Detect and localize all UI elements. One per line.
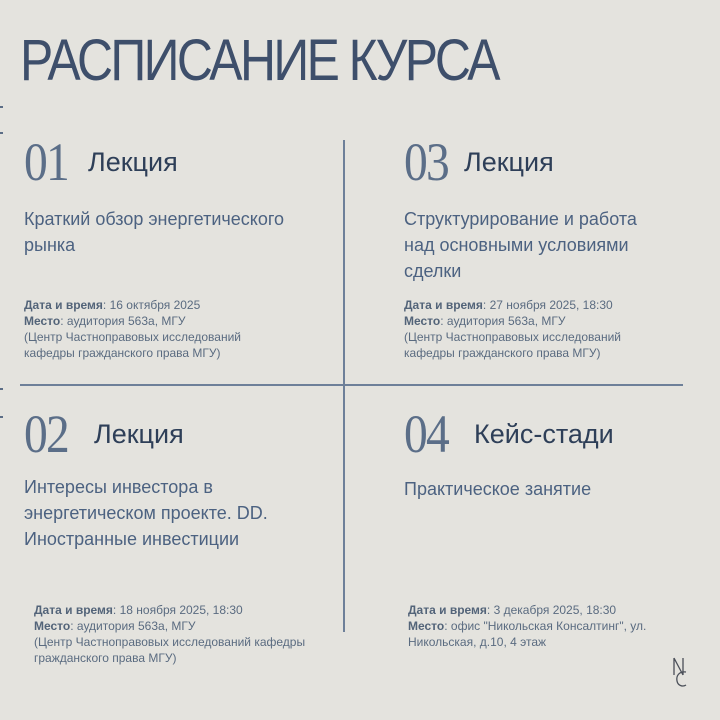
datetime-label: Дата и время: [24, 298, 103, 312]
card-number: 02: [24, 404, 68, 464]
place-note: (Центр Частноправовых исследований кафедры гражданского права МГУ): [24, 330, 241, 360]
datetime-value: : 18 ноября 2025, 18:30: [112, 603, 243, 617]
card-kind: Лекция: [88, 147, 178, 177]
datetime-label: Дата и время: [34, 603, 113, 617]
card-subtitle: Краткий обзор энергетического рынка: [24, 209, 285, 255]
datetime-value: : 3 декабря 2025, 18:30: [486, 603, 617, 617]
datetime-value: : 16 октября 2025: [102, 298, 201, 312]
edge-mark: [0, 132, 3, 134]
nc-monogram-icon: [670, 655, 690, 689]
place-value: : аудитория 563а, МГУ: [70, 619, 196, 633]
card-kind: Лекция: [94, 419, 184, 449]
card-details: [404, 297, 720, 361]
card-subtitle: Практическое занятие: [404, 479, 592, 499]
datetime-value: : 27 ноября 2025, 18:30: [482, 298, 613, 312]
card-kind: Лекция: [464, 147, 554, 177]
datetime-label: Дата и время: [408, 603, 487, 617]
edge-mark: [0, 388, 3, 390]
place-label: Место: [24, 314, 61, 328]
card-number: 04: [404, 404, 448, 464]
edge-mark: [0, 416, 3, 418]
place-value: : аудитория 563а, МГУ: [440, 314, 566, 328]
place-note: (Центр Частноправовых исследований кафедры гражданского права МГУ): [404, 330, 621, 360]
schedule-card-01: [24, 132, 334, 372]
schedule-card-04: [404, 404, 704, 654]
page-title: РАСПИСАНИЕ КУРСА: [20, 28, 498, 93]
card-details: [24, 297, 344, 361]
place-label: Место: [408, 619, 445, 633]
place-value: : офис "Никольская Консалтинг", ул. Никольская, д.10, 4 этаж: [408, 619, 647, 649]
edge-mark: [0, 106, 3, 108]
card-details: [408, 602, 698, 650]
card-kind: Кейс-стади: [474, 419, 614, 449]
horizontal-divider: [20, 384, 683, 386]
card-subtitle: Интересы инвестора в энергетическом проекте. DD. Иностранные инвестиции: [24, 477, 268, 549]
schedule-card-03: [404, 132, 704, 372]
place-label: Место: [404, 314, 441, 328]
card-number: 01: [24, 132, 68, 192]
datetime-label: Дата и время: [404, 298, 483, 312]
place-value: : аудитория 563а, МГУ: [60, 314, 186, 328]
card-number: 03: [404, 132, 448, 192]
place-label: Место: [34, 619, 71, 633]
card-subtitle: Структурирование и работа над основными условиями сделки: [404, 209, 637, 281]
place-note: (Центр Частноправовых исследований кафедры гражданского права МГУ): [34, 635, 306, 665]
schedule-card-02: [24, 404, 344, 674]
card-details: [34, 602, 354, 666]
